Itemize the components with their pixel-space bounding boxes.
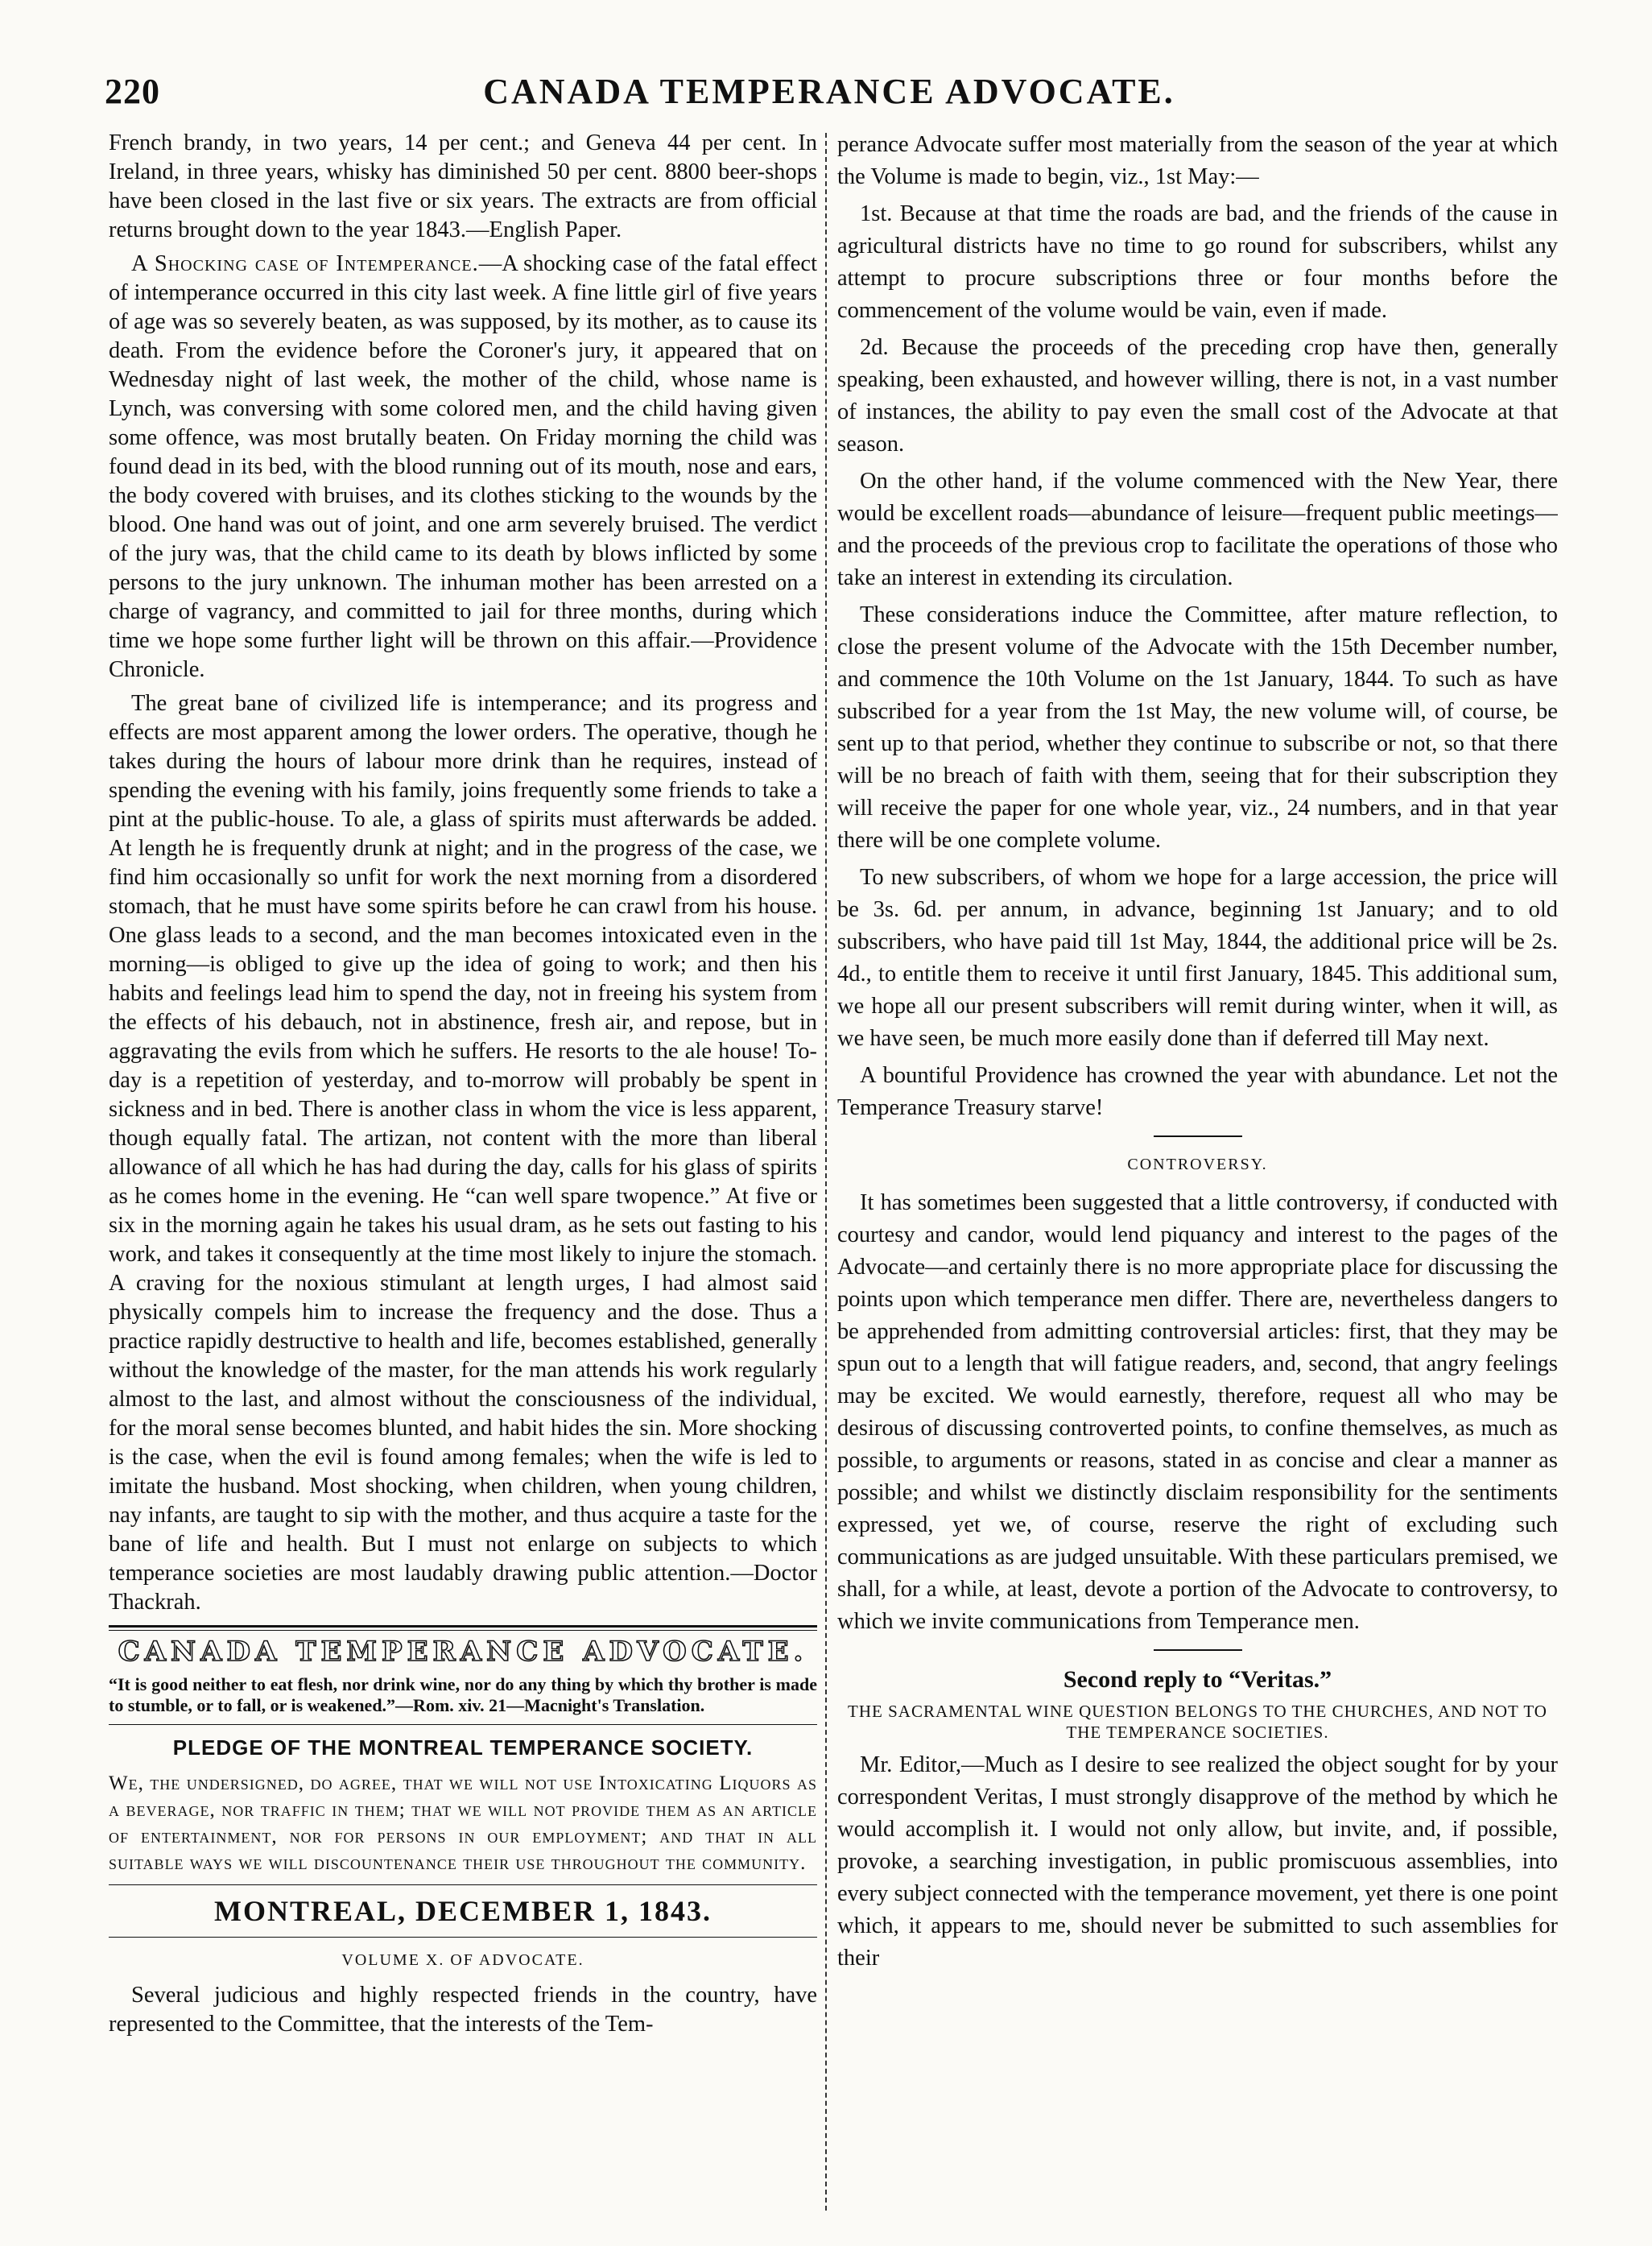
- brandy-statistics-paragraph: French brandy, in two years, 14 per cent.; and Geneva 44 per cent. In Ireland, in three years, whisky has diminished 50 per cent. 8800 beer-shops have been closed in the last five or six years. The extracts are from official returns brought down to the year 1843.—English Paper.: [109, 130, 817, 242]
- intemperance-essay-paragraph: The great bane of civilized life is intemperance; and its progress and effects are most apparent among the lower orders. The operative, though he takes during the hours of labour more drink than he requires, instead of spending the evening with his family, joins frequently some friends to take a pint at the public-house. To ale, a glass of spirits must afterwards be added. At length he is frequently drunk at night; and in the progress of the case, we find him occasionally so unfit for work the next morning from a disordered stomach, that he must have some spirits before he can crawl from his house. One glass leads to a second, and the man becomes intoxicated even in the morning—is obliged to give up the idea of going to work; and then his habits and feelings lead him to spend the day, not in freeing his system from the effects of his debauch, not in abstinence, fresh air, and repose, but in aggravating the evils from which he suffers. He resorts to the ale house! To-day is a repetition of yesterday, and to-morrow will probably be spent in sickness and in bed. There is another class in whom the vice is less apparent, though equally fatal. The artizan, not content with the more than liberal allowance of all which he has had during the day, calls for his glass of spirits as he comes home in the evening. He “can well spare twopence.” At five or six in the morning again he takes his usual dram, as he sets out fasting to his work, and takes it consequently at the time most likely to injure the stomach. A craving for the noxious stimulant at length urges, I had almost said physically compels him to increase the frequency and the dose. Thus a practice rapidly destructive to health and life, becomes established, generally without the knowledge of the master, for the man attends his work regularly almost to the last, and almost without the consciousness of the individual, for the moral sense becomes blunted, and habit hides the sin. More shocking is the case, when the evil is found among females; when the wife is led to imitate the husband. Most shocking, when children, when young children, nay infants, are taught to sip with the mother, and thus acquire a taste for the bane of life and health. But I must not enlarge on subjects to which temperance societies are most laudably drawing public attention.—Doctor Thackrah.: [109, 691, 817, 1615]
- dateline: MONTREAL, DECEMBER 1, 1843.: [213, 1895, 712, 1927]
- short-divider-2: [1154, 1649, 1242, 1651]
- page-header: [105, 71, 1554, 119]
- new-year-paragraph: On the other hand, if the volume commenced with the New Year, there would be excellent roads—abundance of leisure—frequent public meetings—and the proceeds of the previous crop to facilitate the operations of those who take an interest in extending its circulation.: [837, 469, 1558, 590]
- pledge-divider: [109, 1884, 817, 1885]
- short-divider: [1154, 1135, 1242, 1137]
- controversy-paragraph: It has sometimes been suggested that a little controversy, if conducted with courtesy and candor, would lend piquancy and interest to the pages of the Advocate—and certainly there is no more appropriate place for discussing the points upon which temperance men differ. There are, nevertheless dangers to be apprehended from admitting controversial articles: first, that they may be spun out to a length that will fatigue readers, and, second, that angry feelings may be excited. We would earnestly, therefore, request all who may be desirous of discussing controverted points, to confine themselves, as much as possible, to arguments or reasons, stated in as concise and clear a manner as possible; and whilst we distinctly disclaim responsibility for the sentiments expressed, yet we, of course, reserve the right of excluding such communications as are judged unsuitable. With these particulars premised, we shall, for a while, at least, devote a portion of the Advocate to controversy, to which we invite communications from Temperance men.: [837, 1190, 1558, 1634]
- reply-subtitle: THE SACRAMENTAL WINE QUESTION BELONGS TO THE CHURCHES, AND NOT TO THE TEMPERANCE SOCIETIES.: [848, 1702, 1547, 1742]
- dateline-divider: [109, 1937, 817, 1938]
- motto-quote: “It is good neither to eat flesh, nor drink wine, nor do any thing by which thy brother is made to stumble, or to fall, or is weakened.”—Rom. xiv. 21—Macnight's Translation.: [109, 1674, 817, 1715]
- committee-decision-paragraph: These considerations induce the Committee, after mature reflection, to close the present volume of the Advocate with the 15th December number, and commence the 10th Volume on the 1st January, 1844. To such as have subscribed for a year from the 1st May, the new volume will, of course, be sent up to that period, whether they continue to subscribe or not, so that there will be no breach of faith with them, seeing that for their subscription they will receive the paper for one whole year, viz., 24 numbers, and in that year there will be one complete volume.: [837, 602, 1558, 853]
- reason-second-paragraph: 2d. Because the proceeds of the preceding crop have then, generally speaking, been exhausted, and however willing, there is not, in a vast number of instances, the ability to pay even the small cost of the Advocate at that season.: [837, 335, 1558, 457]
- shocking-case-title: A Shocking case of Intemperance.: [131, 251, 479, 276]
- volume-heading: VOLUME X. OF ADVOCATE.: [341, 1951, 584, 1969]
- advocate-banner: CANADA TEMPERANCE ADVOCATE.: [118, 1636, 808, 1668]
- pledge-title: PLEDGE OF THE MONTREAL TEMPERANCE SOCIETY.: [172, 1735, 754, 1760]
- left-column: [109, 129, 817, 2223]
- reason-first-paragraph: 1st. Because at that time the roads are bad, and the friends of the cause in agricultural districts have no time to go round for subscribers, whilst any attempt to procure subscriptions three or four months before the commencement of the volume would be vain, even if made.: [837, 201, 1558, 323]
- controversy-heading: CONTROVERSY.: [1127, 1156, 1268, 1173]
- shocking-case-body: —A shocking case of the fatal effect of intemperance occurred in this city last week. A fine little girl of five years of age was so severely beaten, as was supposed, by its mother, as to cause its death. From the evidence before the Coroner's jury, it appeared that on Wednesday night of last week, the mother of the child, whose name is Lynch, was conversing with some colored men, and the child having given some offence, was most brutally beaten. On Friday morning the child was found dead in its bed, with the blood running out of its mouth, nose and ears, the body covered with bruises, and its clothes sticking to the wounds by the blood. One hand was out of joint, and one arm severely bruised. The verdict of the jury was, that the child came to its death by blows inflicted by some persons to the jury unknown. The inhuman mother has been arrested on a charge of vagrancy, and committed to jail for three months, during which time we hope some further light will be thrown on this affair.—Providence Chronicle.: [109, 251, 817, 682]
- column-divider: [825, 133, 827, 2211]
- masthead: CANADA TEMPERANCE ADVOCATE.: [483, 72, 1175, 111]
- reply-title: Second reply to “Veritas.”: [1063, 1666, 1332, 1693]
- right-column: [837, 129, 1558, 2223]
- advocate-continuation-paragraph: perance Advocate suffer most materially from the season of the year at which the Volume is made to begin, viz., 1st May:—: [837, 132, 1558, 189]
- section-divider: [109, 1625, 817, 1631]
- reply-paragraph: Mr. Editor,—Much as I desire to see realized the object sought for by your correspondent Veritas, I must strongly disapprove of the method by which he would accomplish it. I would not only allow, but invite, and, if possible, provoke, a searching investigation, in public promiscuous assemblies, into every subject connected with the temperance movement, yet there is one point which, it appears to me, should never be submitted to such assemblies for their: [837, 1752, 1558, 1971]
- motto-divider: [109, 1724, 817, 1725]
- shocking-case-paragraph: [109, 250, 817, 685]
- volume-paragraph: Several judicious and highly respected friends in the country, have represented to the Committee, that the interests of the Tem-: [109, 1983, 817, 2037]
- providence-paragraph: A bountiful Providence has crowned the year with abundance. Let not the Temperance Treasury starve!: [837, 1063, 1558, 1120]
- pledge-text: We, the undersigned, do agree, that we will not use Intoxicating Liquors as a beverage, nor traffic in them; that we will not provide them as an article of entertainment, nor for persons in our employment; and that in all suitable ways we will discountenance their use throughout the community.: [109, 1772, 817, 1874]
- page-number: 220: [105, 72, 160, 111]
- subscription-price-paragraph: To new subscribers, of whom we hope for a large accession, the price will be 3s. 6d. per annum, in advance, beginning 1st January; and to old subscribers, who have paid till 1st May, 1844, the additional price will be 2s. 4d., to entitle them to receive it until first January, 1845. This additional sum, we hope all our present subscribers will remit during winter, when it will, as we have seen, be much more easily done than if deferred till May next.: [837, 865, 1558, 1051]
